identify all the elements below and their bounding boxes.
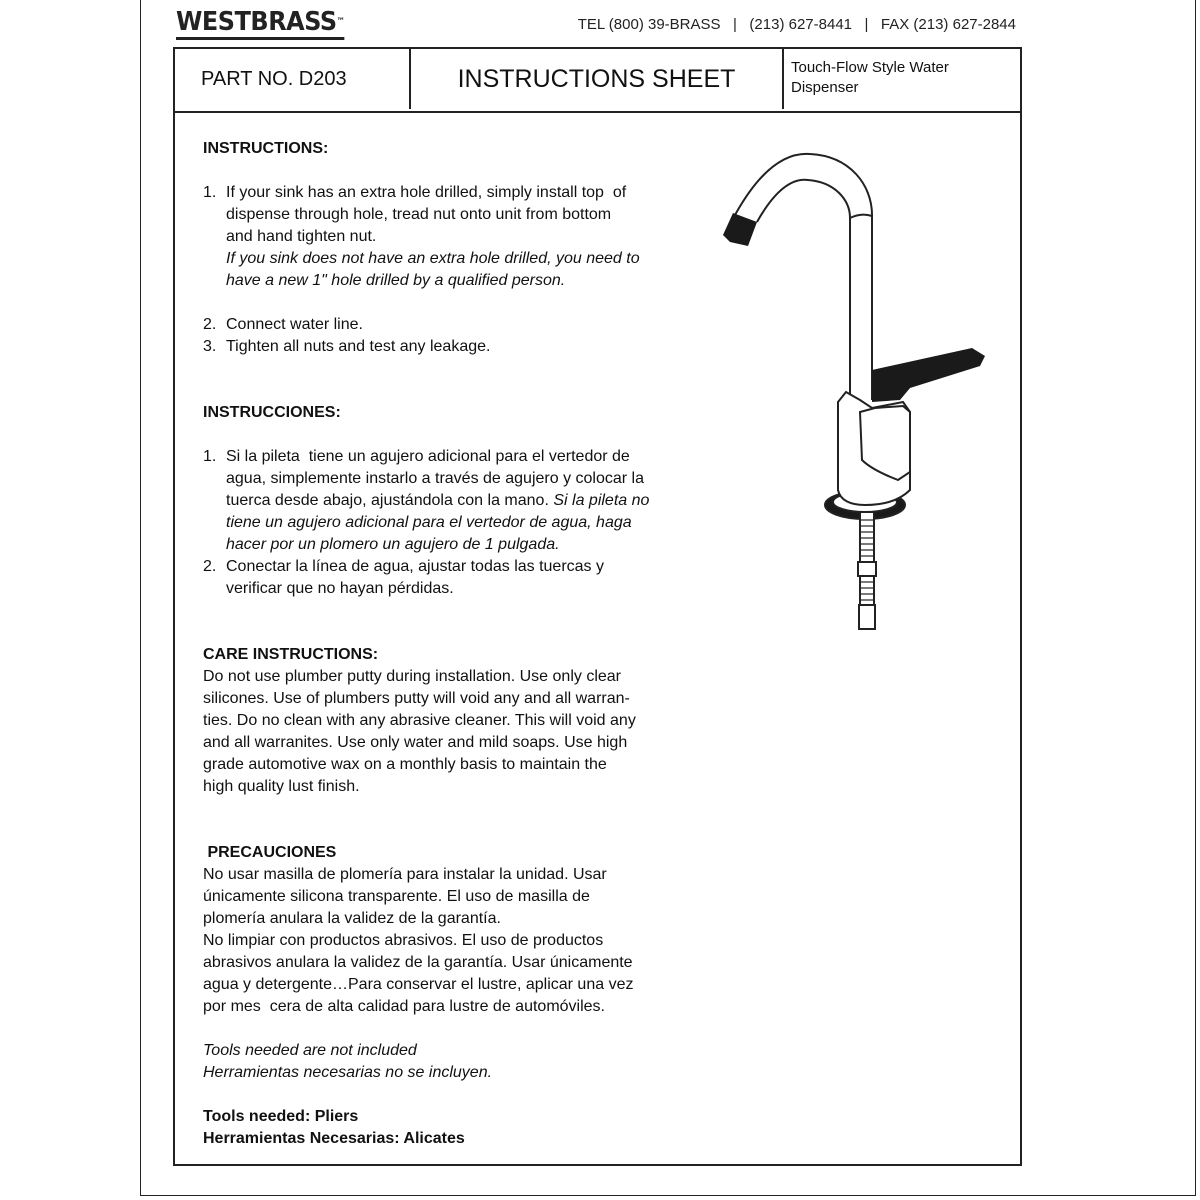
line-text: have a new 1" hole drilled by a qualified person. — [226, 272, 566, 289]
text-line — [203, 732, 636, 754]
text-line — [203, 688, 636, 710]
text-section — [203, 182, 640, 292]
line-text: grade automotive wax on a monthly basis to maintain the — [203, 756, 607, 773]
text-line — [203, 1040, 492, 1062]
section-heading — [203, 1128, 465, 1150]
list-item — [203, 182, 640, 204]
list-number: 1. — [203, 184, 217, 201]
logo-text: WESTBRASS — [176, 7, 337, 37]
spout-outer — [735, 154, 872, 400]
list-item — [203, 446, 649, 468]
text-line — [203, 666, 636, 688]
list-item — [203, 336, 490, 358]
text-line — [203, 754, 636, 776]
line-text: únicamente silicona transparente. El uso de masilla de — [203, 888, 590, 905]
text-line — [203, 204, 640, 226]
text-section — [203, 1106, 465, 1150]
text-section — [203, 402, 341, 424]
text-line — [203, 468, 649, 490]
line-text: agua, simplemente instarlo a través de agujero y colocar la — [226, 470, 644, 487]
text-section — [203, 446, 649, 600]
line-text: por mes cera de alta calidad para lustre de automóviles. — [203, 998, 605, 1015]
text-line — [203, 996, 633, 1018]
text-line — [203, 908, 633, 930]
text-section — [203, 644, 636, 798]
line-text: Tools needed are not included — [203, 1042, 417, 1059]
text-line — [203, 776, 636, 798]
westbrass-logo — [176, 8, 345, 40]
line-text: tiene un agujero adicional para el vertedor de agua, haga — [226, 514, 632, 531]
text-line — [203, 226, 640, 248]
text-line — [203, 578, 649, 600]
text-line — [203, 534, 649, 556]
spout-tip — [723, 213, 757, 246]
line-text: silicones. Use of plumbers putty will void any and all warran- — [203, 690, 630, 707]
part-number: PART NO. D203 — [175, 49, 411, 109]
text-line — [203, 1062, 492, 1084]
italic-text: Si la pileta no — [553, 492, 650, 509]
sheet-title: INSTRUCTIONS SHEET — [411, 49, 784, 109]
line-text: INSTRUCCIONES: — [203, 404, 341, 421]
line-text: Tools needed: Pliers — [203, 1108, 359, 1125]
faucet-illustration — [700, 150, 1000, 640]
coupling-nut — [858, 562, 876, 576]
list-number: 3. — [203, 338, 217, 355]
text-line — [203, 886, 633, 908]
line-text: Do not use plumber putty during installation. Use only clear — [203, 668, 621, 685]
line-text: and hand tighten nut. — [226, 228, 377, 245]
text-line — [203, 490, 649, 512]
line-text: No limpiar con productos abrasivos. El uso de productos — [203, 932, 604, 949]
line-text: No usar masilla de plomería para instalar la unidad. Usar — [203, 866, 607, 883]
line-text: Herramientas necesarias no se incluyen. — [203, 1064, 493, 1081]
header-row — [175, 49, 1020, 113]
text-line — [203, 864, 633, 886]
line-text: ties. Do no clean with any abrasive cleaner. This will void any — [203, 712, 636, 729]
line-text: high quality lust finish. — [203, 778, 360, 795]
section-heading — [203, 1106, 465, 1128]
line-text: dispense through hole, tread nut onto unit from bottom — [226, 206, 612, 223]
section-heading — [203, 138, 328, 160]
text-line — [203, 270, 640, 292]
text-section — [203, 314, 490, 358]
line-text: plomería anulara la validez de la garantía. — [203, 910, 501, 927]
line-text: verificar que no hayan pérdidas. — [226, 580, 454, 597]
text-line — [203, 512, 649, 534]
spout-inner — [757, 180, 850, 405]
line-text: PRECAUCIONES — [203, 844, 337, 861]
line-text: abrasivos anulara la validez de la garantía. Usar únicamente — [203, 954, 633, 971]
text-line — [203, 952, 633, 974]
section-heading — [203, 842, 633, 864]
line-text: If you sink does not have an extra hole drilled, you need to — [226, 250, 640, 267]
lever-handle — [872, 348, 985, 402]
text-line — [203, 974, 633, 996]
section-heading — [203, 402, 341, 424]
text-section — [203, 138, 328, 160]
line-text: and all warranites. Use only water and mild soaps. Use high — [203, 734, 628, 751]
line-text: Si la pileta tiene un agujero adicional para el vertedor de — [226, 448, 630, 465]
line-text: Herramientas Necesarias: Alicates — [203, 1130, 465, 1147]
list-number: 2. — [203, 316, 217, 333]
list-number: 1. — [203, 448, 217, 465]
section-heading — [203, 644, 636, 666]
list-number: 2. — [203, 558, 217, 575]
line-text: CARE INSTRUCTIONS: — [203, 646, 379, 663]
line-text: agua y detergente…Para conservar el lustre, aplicar una vez — [203, 976, 634, 993]
line-text: INSTRUCTIONS: — [203, 140, 329, 157]
logo-trademark: ™ — [336, 17, 345, 27]
line-text: tuerca desde abajo, ajustándola con la mano. — [226, 492, 554, 509]
text-section — [203, 842, 633, 1018]
text-line — [203, 930, 633, 952]
line-text: Connect water line. — [226, 316, 363, 333]
list-item — [203, 314, 490, 336]
line-text: Conectar la línea de agua, ajustar todas las tuercas y — [226, 558, 604, 575]
line-text: If your sink has an extra hole drilled, simply install top of — [226, 184, 627, 201]
product-name: Touch-Flow Style Water Dispenser — [791, 59, 949, 96]
list-item — [203, 556, 649, 578]
text-section — [203, 1040, 492, 1084]
text-line — [203, 248, 640, 270]
line-text: hacer por un plomero un agujero de 1 pulgada. — [226, 536, 560, 553]
line-text: Tighten all nuts and test any leakage. — [226, 338, 491, 355]
contact-info: TEL (800) 39-BRASS | (213) 627-8441 | FAX (213) 627-2844 — [577, 16, 1016, 33]
text-line — [203, 710, 636, 732]
